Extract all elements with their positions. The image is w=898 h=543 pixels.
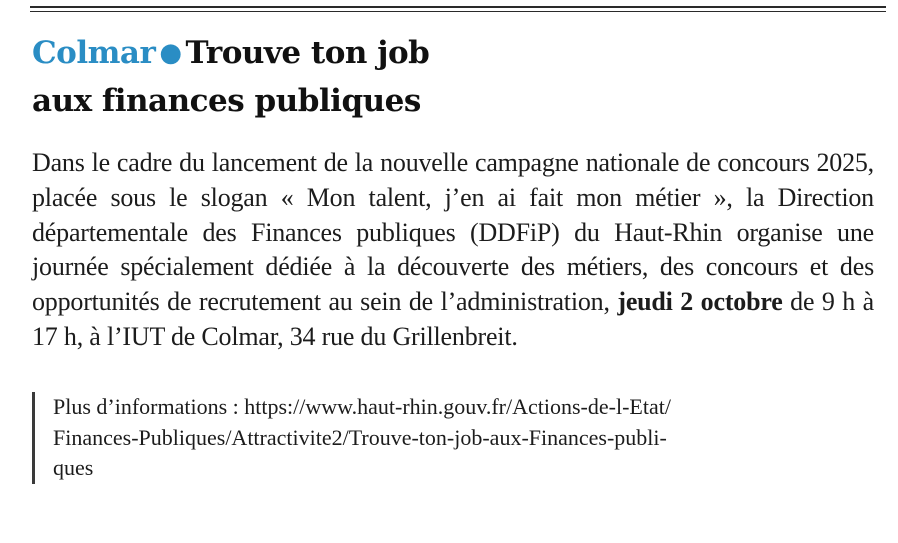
top-rule <box>30 6 886 8</box>
body-text-outro: de 9 h à 17 h, à l’IUT de Colmar, 34 rue du Grillenbreit. <box>32 287 875 351</box>
info-line-1: Plus d’informations : https://www.haut-rhin.gouv.fr/Actions-de-l-Etat/ <box>53 394 671 419</box>
headline-line-2: aux finances publiques <box>32 83 421 119</box>
body-date-bold: jeudi 2 octobre <box>617 287 783 317</box>
info-line-3: ques <box>53 455 94 480</box>
article-headline <box>32 30 882 124</box>
info-line-2: Finances-Publiques/Attractivite2/Trouve-ton-job-aux-Finances-publi- <box>53 424 667 450</box>
body-text-intro: Dans le cadre du lancement de la nouvelle campagne nationale de concours 2025, placée sous le slogan « Mon talent, j’en ai fait mon métier », la Direction départementale des Finances publiques (DDFiP) du Haut-Rhin organise une journée spécialement dédiée à la découverte des métiers, des concours et des opportunités de recrutement au sein de l’administration, <box>32 148 874 317</box>
bullet-dot-icon: ● <box>159 38 182 68</box>
location-kicker: Colmar <box>32 35 156 71</box>
headline-line-1: Trouve ton job <box>185 35 430 71</box>
more-info-text <box>53 392 883 484</box>
more-info-block <box>32 392 882 484</box>
article-body <box>32 146 874 355</box>
top-rule-thin <box>30 11 886 12</box>
